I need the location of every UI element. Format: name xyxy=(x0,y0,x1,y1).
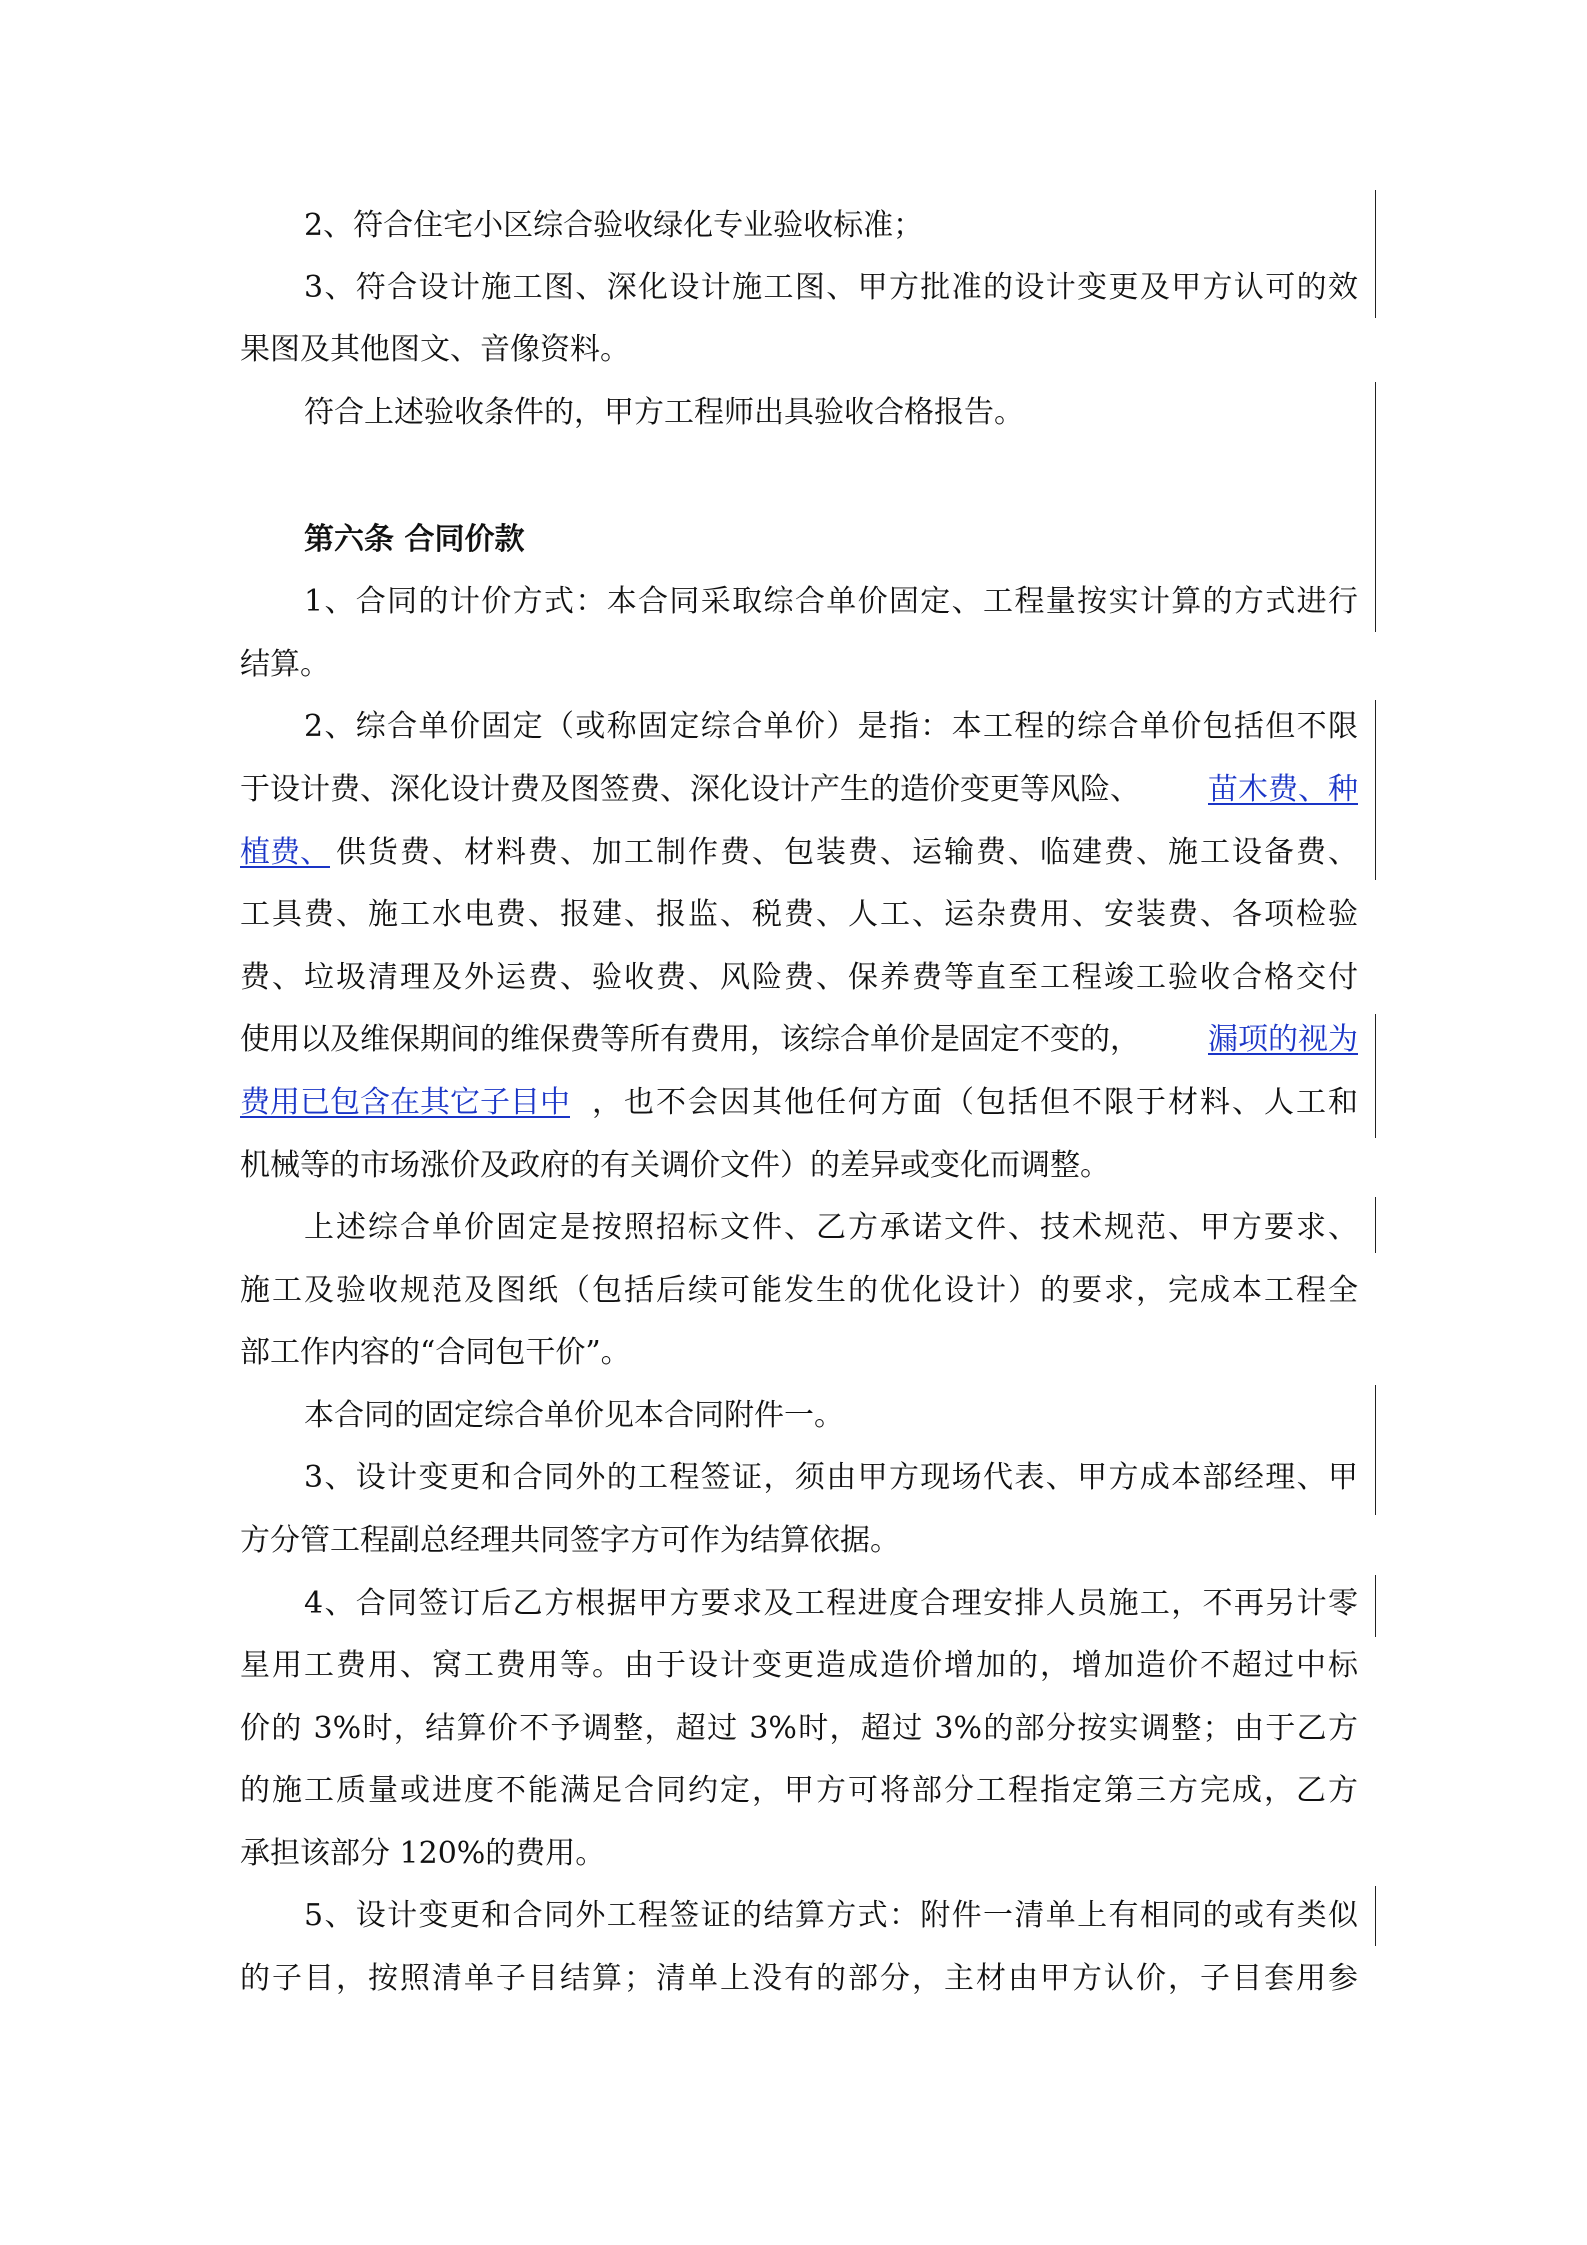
paragraph-line: 方分管工程副总经理共同签字方可作为结算依据。 xyxy=(240,1523,900,1558)
paragraph-line xyxy=(240,1020,1358,1060)
paragraph-line: 果图及其他图文、音像资料。 xyxy=(240,332,630,367)
tracked-change-link[interactable]: 费用已包含在其它子目中 xyxy=(240,1085,570,1120)
paragraph-line: 上述综合单价固定是按照招标文件、乙方承诺文件、技术规范、甲方要求、 xyxy=(304,1210,1358,1245)
paragraph-line: 3、设计变更和合同外的工程签证，须由甲方现场代表、甲方成本部经理、甲 xyxy=(304,1460,1358,1495)
paragraph-line: 的施工质量或进度不能满足合同约定，甲方可将部分工程指定第三方完成，乙方 xyxy=(240,1773,1358,1808)
paragraph-line: 结算。 xyxy=(240,647,330,682)
revision-bar xyxy=(1375,190,1376,318)
line-text: 供货费、材料费、加工制作费、包装费、运输费、临建费、施工设备费、 xyxy=(336,835,1358,870)
tracked-change-link[interactable]: 植费、 xyxy=(240,835,330,870)
paragraph-line xyxy=(240,770,1358,810)
paragraph-line: 本合同的固定综合单价见本合同附件一。 xyxy=(304,1398,844,1433)
tracked-change-link[interactable]: 漏项的视为 xyxy=(1208,1022,1358,1057)
paragraph-line: 承担该部分 120%的费用。 xyxy=(240,1836,606,1871)
paragraph-line: 符合上述验收条件的，甲方工程师出具验收合格报告。 xyxy=(304,395,1024,430)
paragraph-line: 部工作内容的“合同包干价”。 xyxy=(240,1335,631,1370)
line-text: 于设计费、深化设计费及图签费、深化设计产生的造价变更等风险、 xyxy=(240,772,1140,807)
paragraph-line: 工具费、施工水电费、报建、报监、税费、人工、运杂费用、安装费、各项检验 xyxy=(240,897,1358,932)
paragraph-line: 价的 3%时，结算价不予调整，超过 3%时，超过 3%的部分按实调整；由于乙方 xyxy=(240,1711,1358,1746)
paragraph-line xyxy=(240,833,1358,873)
tracked-change-link[interactable]: 苗木费、种 xyxy=(1208,772,1358,807)
revision-bar xyxy=(1375,1886,1376,1946)
paragraph-line: 费、垃圾清理及外运费、验收费、风险费、保养费等直至工程竣工验收合格交付 xyxy=(240,960,1358,995)
revision-bar xyxy=(1375,1197,1376,1253)
paragraph-line: 1、合同的计价方式：本合同采取综合单价固定、工程量按实计算的方式进行 xyxy=(304,584,1358,619)
paragraph-line: 机械等的市场涨价及政府的有关调价文件）的差异或变化而调整。 xyxy=(240,1148,1110,1183)
paragraph-line: 2、综合单价固定（或称固定综合单价）是指：本工程的综合单价包括但不限 xyxy=(304,709,1358,744)
revision-bar xyxy=(1375,1385,1376,1515)
paragraph-line: 施工及验收规范及图纸（包括后续可能发生的优化设计）的要求，完成本工程全 xyxy=(240,1273,1358,1308)
paragraph-line: 的子目，按照清单子目结算；清单上没有的部分，主材由甲方认价，子目套用参 xyxy=(240,1961,1358,1996)
paragraph-line xyxy=(240,1083,1358,1123)
revision-bar xyxy=(1375,1014,1376,1138)
paragraph-line: 2、符合住宅小区综合验收绿化专业验收标准； xyxy=(304,208,924,243)
revision-bar xyxy=(1375,1575,1376,1637)
paragraph-line: 3、符合设计施工图、深化设计施工图、甲方批准的设计变更及甲方认可的效 xyxy=(304,270,1358,305)
line-text: ，也不会因其他任何方面（包括但不限于材料、人工和 xyxy=(592,1085,1358,1120)
revision-bar xyxy=(1375,700,1376,880)
revision-bar xyxy=(1375,382,1376,632)
section-heading: 第六条 合同价款 xyxy=(304,522,525,557)
paragraph-line: 5、设计变更和合同外工程签证的结算方式：附件一清单上有相同的或有类似 xyxy=(304,1898,1358,1933)
line-text: 使用以及维保期间的维保费等所有费用，该综合单价是固定不变的， xyxy=(240,1022,1140,1057)
paragraph-line: 星用工费用、窝工费用等。由于设计变更造成造价增加的，增加造价不超过中标 xyxy=(240,1648,1358,1683)
paragraph-line: 4、合同签订后乙方根据甲方要求及工程进度合理安排人员施工，不再另计零 xyxy=(304,1586,1358,1621)
